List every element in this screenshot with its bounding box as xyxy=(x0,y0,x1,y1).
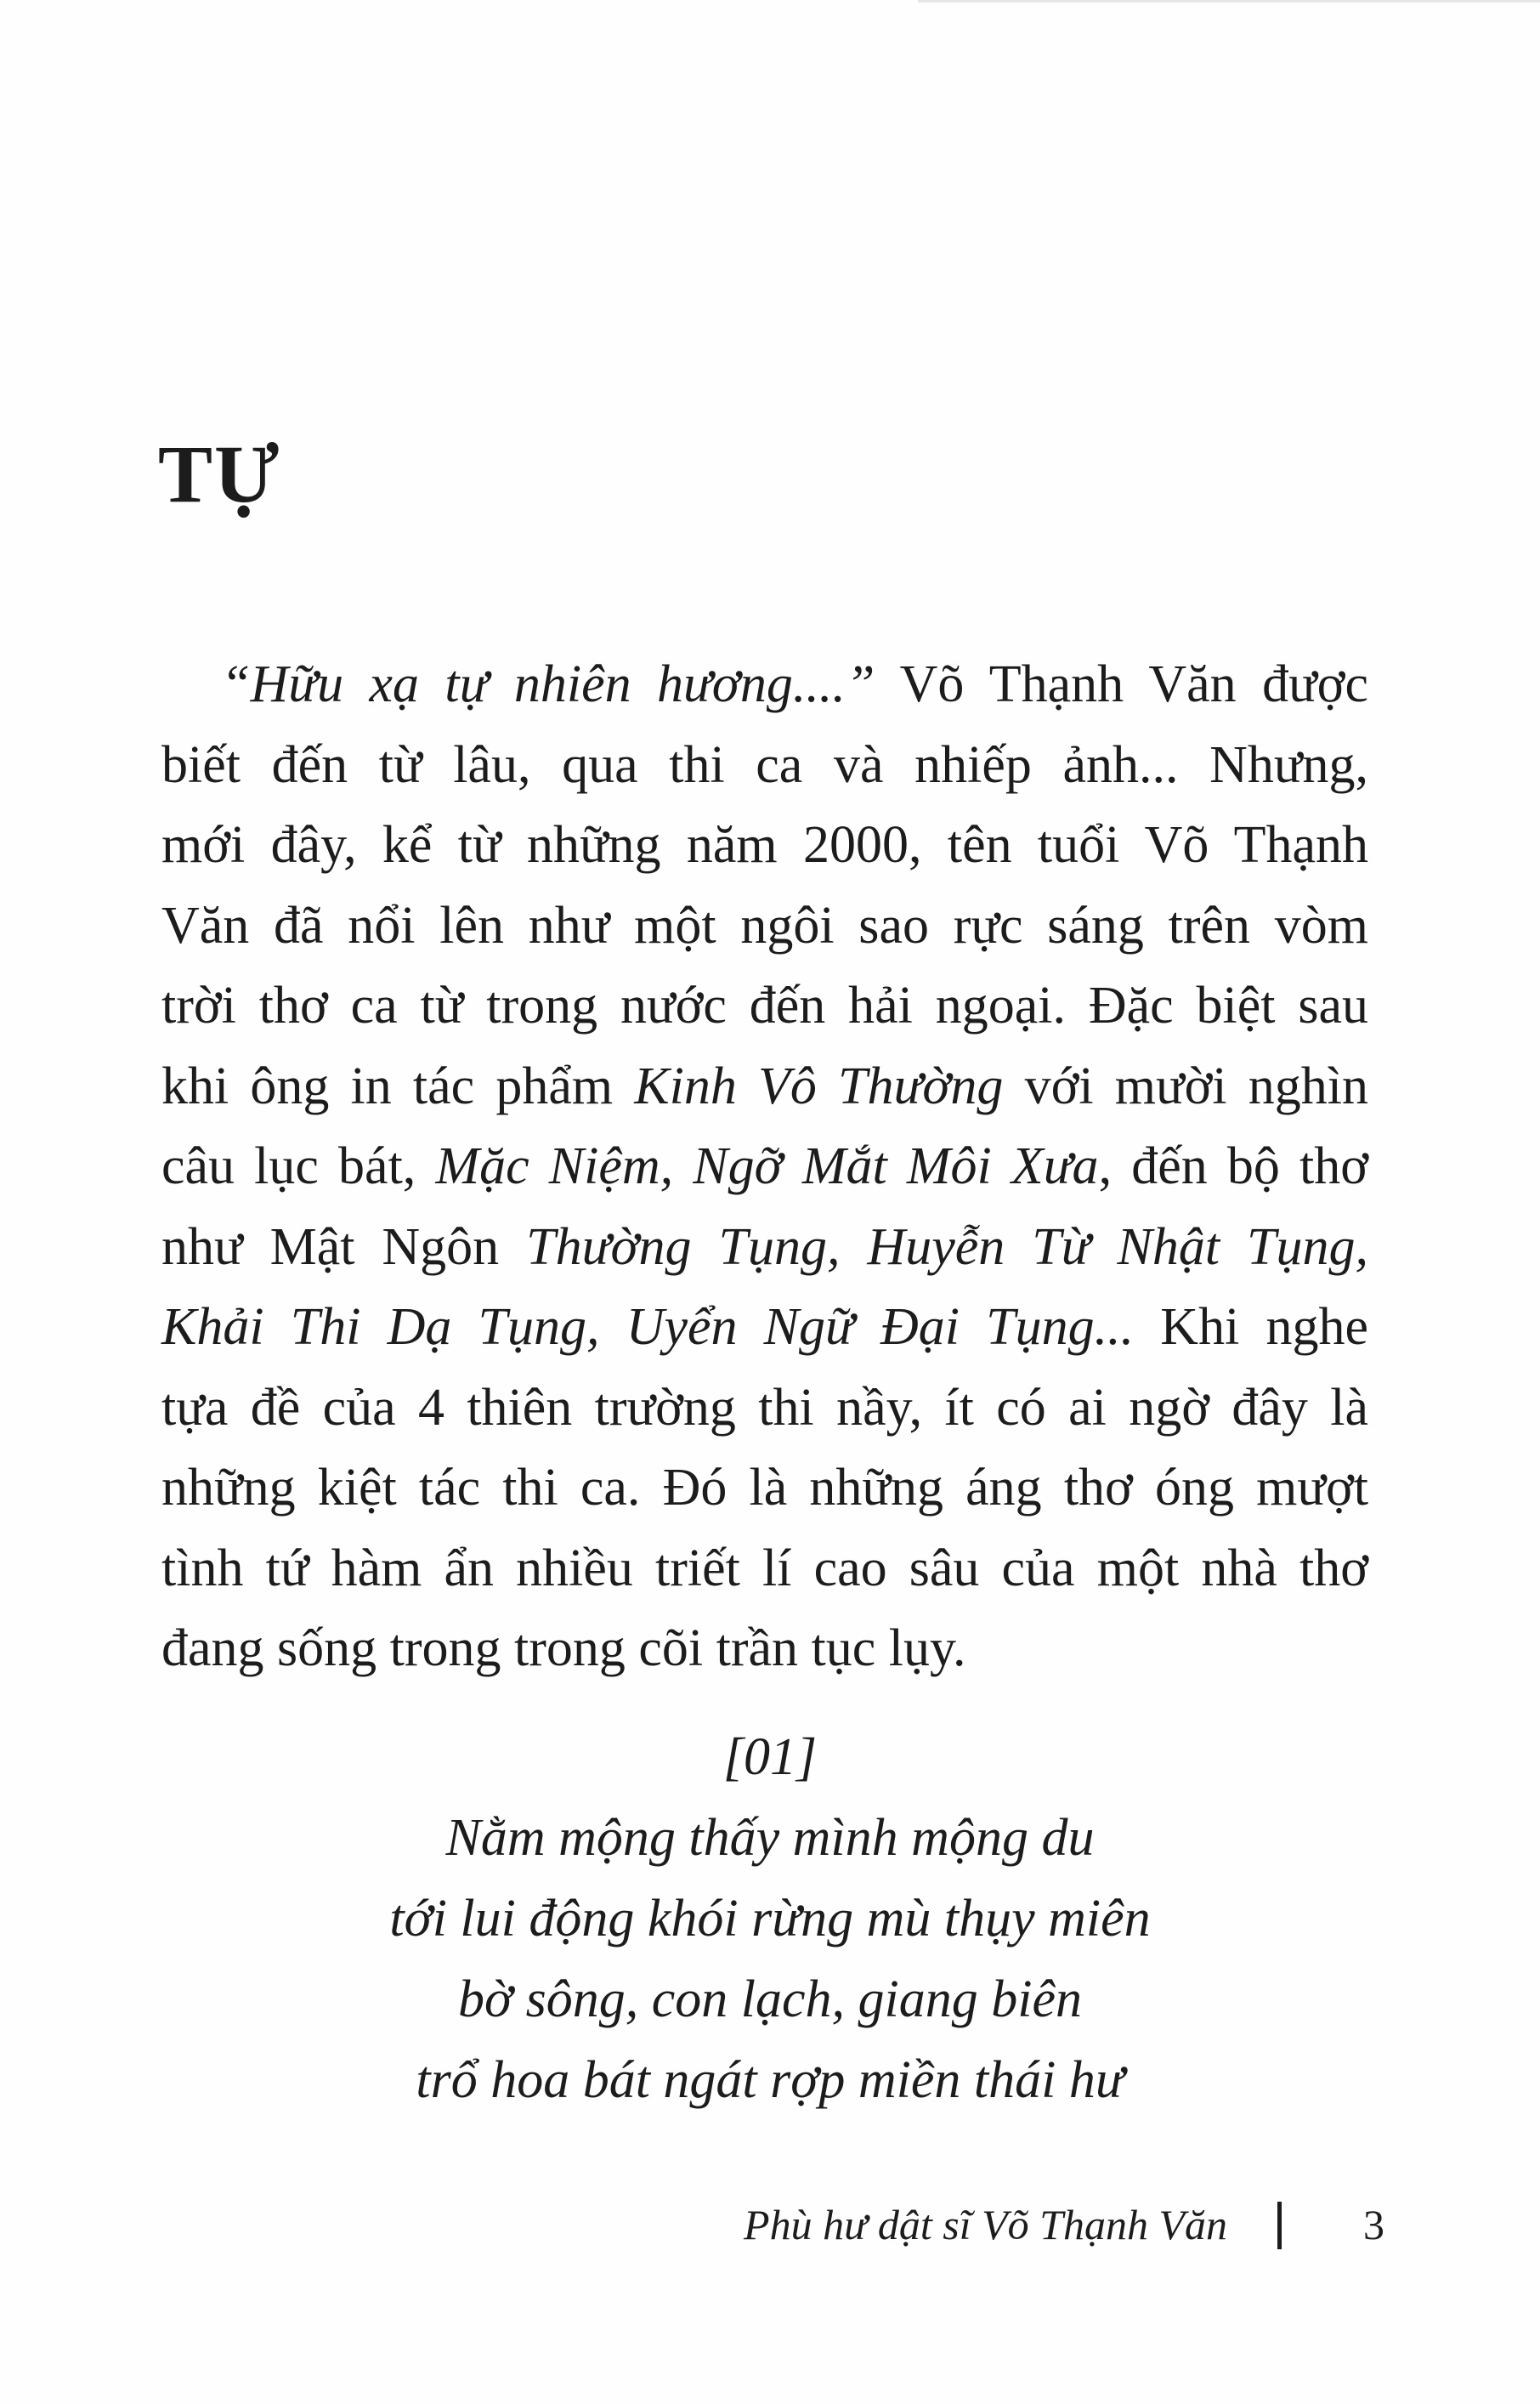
page-edge-line xyxy=(918,0,1540,3)
paragraph-line xyxy=(161,805,1368,886)
paragraph-text: mới đây, kể từ những năm 2000, tên tuổi Võ Thạnh xyxy=(161,816,1368,874)
paragraph-line xyxy=(161,1448,1368,1528)
footer-separator xyxy=(1277,2202,1282,2249)
paragraph-text: tựa đề của 4 thiên trường thi nầy, ít có ai ngờ đây là xyxy=(161,1378,1368,1437)
italic-title-text: Khải Thi Dạ Tụng, Uyển Ngữ Đại Tụng... xyxy=(161,1298,1135,1356)
running-footer-title: Phù hư dật sĩ Võ Thạnh Văn xyxy=(744,2201,1227,2248)
paragraph-text: Khi nghe xyxy=(1134,1298,1368,1356)
poem-line: trổ hoa bát ngát rợp miền thái hư xyxy=(416,2051,1124,2109)
paragraph-line xyxy=(161,886,1368,967)
paragraph-line xyxy=(161,1608,1368,1689)
paragraph-line xyxy=(161,966,1368,1046)
paragraph-text: những kiệt tác thi ca. Đó là những áng thơ óng mượt xyxy=(161,1459,1368,1517)
page-number: 3 xyxy=(1363,2201,1384,2248)
italic-title-text: “Hữu xạ tự nhiên hương....” xyxy=(221,655,875,713)
paragraph-text: Văn đã nổi lên như một ngôi sao rực sáng trên vòm xyxy=(161,896,1368,955)
paragraph-line xyxy=(161,1046,1368,1127)
poem-line: Nằm mộng thấy mình mộng du xyxy=(445,1809,1095,1867)
italic-title-text: Mặc Niệm, Ngỡ Mắt Môi Xưa xyxy=(435,1137,1099,1195)
paragraph-text: câu lục bát, xyxy=(161,1137,436,1195)
paragraph-text: , đến bộ thơ xyxy=(1098,1137,1369,1195)
italic-title-text: Thường Tụng, Huyễn Từ Nhật Tụng, xyxy=(526,1217,1368,1276)
paragraph-text: khi ông in tác phẩm xyxy=(161,1057,635,1115)
paragraph-line xyxy=(161,644,1368,725)
paragraph-text: trời thơ ca từ trong nước đến hải ngoại. Đặc biệt sau xyxy=(161,977,1368,1035)
paragraph-line xyxy=(161,1287,1368,1368)
section-heading: TỰ xyxy=(158,428,281,519)
paragraph-text: với mười nghìn xyxy=(1003,1057,1368,1115)
paragraph-line xyxy=(161,1528,1368,1609)
paragraph-line xyxy=(161,1207,1368,1288)
paragraph-line xyxy=(161,1126,1368,1207)
paragraph-text: Võ Thạnh Văn được xyxy=(875,655,1368,713)
paragraph-text: đang sống trong trong cõi trần tục lụy. xyxy=(161,1619,966,1677)
poem-block xyxy=(0,1717,1540,2121)
poem-line: bờ sông, con lạch, giang biên xyxy=(458,1970,1082,2028)
paragraph-text: biết đến từ lâu, qua thi ca và nhiếp ảnh... Nhưng, xyxy=(161,735,1368,794)
italic-title-text: Kinh Vô Thường xyxy=(634,1057,1004,1115)
paragraph-text: tình tứ hàm ẩn nhiều triết lí cao sâu của một nhà thơ xyxy=(161,1539,1368,1597)
paragraph-text: như Mật Ngôn xyxy=(161,1217,527,1276)
paragraph-line xyxy=(161,1368,1368,1449)
poem-line: tới lui động khói rừng mù thụy miên xyxy=(389,1890,1151,1948)
page-footer xyxy=(0,2195,1540,2254)
intro-paragraph xyxy=(161,644,1368,1689)
poem-number: [01] xyxy=(722,1728,818,1786)
paragraph-line xyxy=(161,725,1368,806)
